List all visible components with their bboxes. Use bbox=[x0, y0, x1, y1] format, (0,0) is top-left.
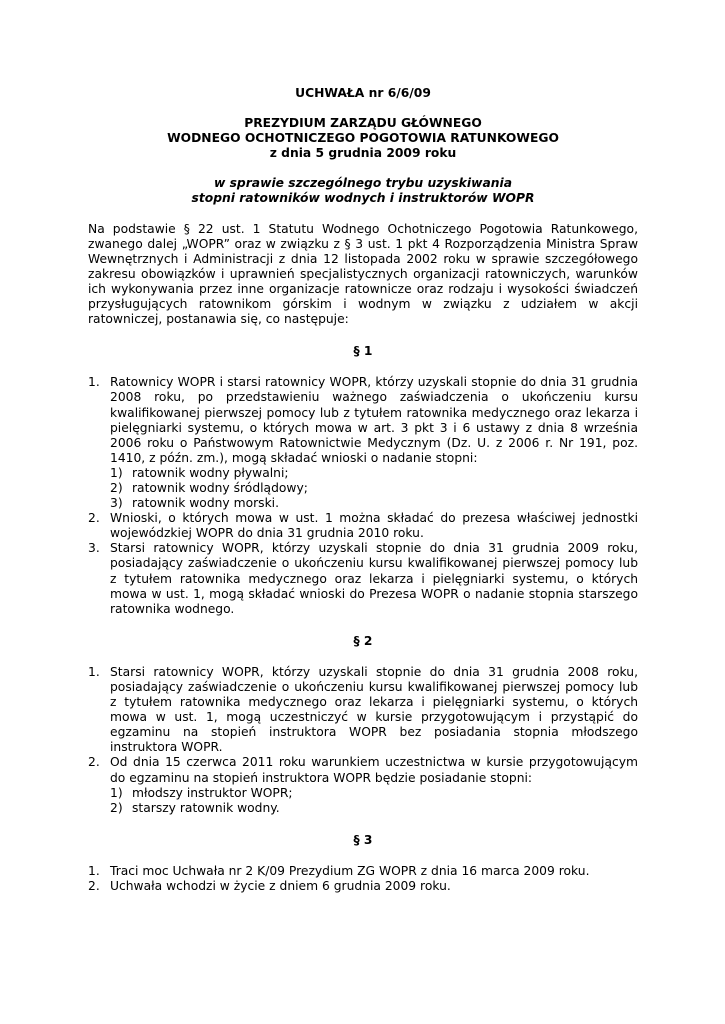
degree-item bbox=[110, 496, 638, 511]
section-3-item-2 bbox=[88, 879, 638, 894]
issuer-line-1: PREZYDIUM ZARZĄDU GŁÓWNEGO bbox=[244, 116, 482, 131]
required-degree-list bbox=[110, 786, 638, 816]
item-text: Traci moc Uchwała nr 2 K/09 Prezydium ZG WOPR z dnia 16 marca 2009 roku. bbox=[110, 863, 590, 878]
sub-item-text: ratownik wodny pływalni; bbox=[132, 465, 289, 480]
section-1-item-2 bbox=[88, 511, 638, 541]
item-number: 2. bbox=[88, 879, 100, 894]
sub-item-number: 1) bbox=[110, 465, 123, 480]
sub-item-text: ratownik wodny morski. bbox=[132, 496, 280, 511]
item-text: Starsi ratownicy WOPR, którzy uzyskali stopnie do dnia 31 grudnia 2009 roku, posiadający zaświadczenie o ukończeniu kursu kwalifikowanej pierwszej pomocy lub z tytułem ratownika medycznego oraz lekarza i pielęgniarki systemu, o których mowa w ust. 1, mogą składać wnioski do Prezesa WOPR o nadanie stopnia starszego ratownika wodnego. bbox=[110, 541, 638, 616]
item-number: 2. bbox=[88, 511, 100, 526]
preamble-paragraph: Na podstawie § 22 ust. 1 Statutu Wodnego Ochotniczego Pogotowia Ratunkowego, zwanego dalej „WOPR” oraz w związku z § 3 ust. 1 pkt 4 Rozporządzenia Ministra Spraw Wewnętrznych i Administracji z dnia 12 listopada 2002 roku w sprawie szczegółowego zakresu obowiązków i uprawnień specjalistycznych organizacji ratowniczych, warunków ich wykonywania przez inne organizacje ratownicze oraz rodzaju i wysokości świadczeń przysługujących ratownikom górskim i wodnym w związku z udziałem w akcji ratowniczej, postanawia się, co następuje: bbox=[88, 221, 638, 327]
section-1-item-3 bbox=[88, 541, 638, 616]
item-number: 2. bbox=[88, 755, 100, 770]
sub-item-number: 2) bbox=[110, 480, 123, 495]
section-2-list bbox=[88, 665, 638, 816]
subject-line-1: w sprawie szczególnego trybu uzyskiwania bbox=[213, 176, 513, 191]
item-number: 1. bbox=[88, 375, 100, 390]
section-2-item-1 bbox=[88, 665, 638, 756]
issuer-line-2: WODNEGO OCHOTNICZEGO POGOTOWIA RATUNKOWEGO bbox=[167, 131, 559, 146]
section-2-item-2 bbox=[88, 755, 638, 815]
item-number: 3. bbox=[88, 541, 100, 556]
resolution-title: UCHWAŁA nr 6/6/09 bbox=[295, 86, 431, 100]
sub-item-number: 3) bbox=[110, 496, 123, 511]
item-text: Uchwała wchodzi w życie z dniem 6 grudnia 2009 roku. bbox=[110, 879, 451, 894]
item-text: Wnioski, o których mowa w ust. 1 można składać do prezesa właściwej jednostki wojewódzkiej WOPR do dnia 31 grudnia 2010 roku. bbox=[110, 511, 638, 541]
degree-item bbox=[110, 801, 638, 816]
sub-item-text: ratownik wodny śródlądowy; bbox=[132, 480, 308, 495]
section-3-list bbox=[88, 864, 638, 894]
degree-list bbox=[110, 466, 638, 511]
item-text: Starsi ratownicy WOPR, którzy uzyskali stopnie do dnia 31 grudnia 2008 roku, posiadający zaświadczenie o ukończeniu kursu kwalifikowanej pierwszej pomocy lub z tytułem ratownika medycznego oraz lekarza i pielęgniarki systemu, o których mowa w ust. 1, mogą uczestniczyć w kursie przygotowującym i przystąpić do egzaminu na stopień instruktora WOPR bez posiadania stopnia młodszego instruktora WOPR. bbox=[110, 664, 638, 755]
item-number: 1. bbox=[88, 863, 100, 878]
sub-item-text: młodszy instruktor WOPR; bbox=[132, 785, 293, 800]
section-3-item-1 bbox=[88, 864, 638, 879]
degree-item bbox=[110, 481, 638, 496]
item-number: 1. bbox=[88, 664, 100, 679]
section-3-heading: § 3 bbox=[353, 832, 373, 847]
section-1-item-1 bbox=[88, 375, 638, 511]
resolution-date: z dnia 5 grudnia 2009 roku bbox=[269, 146, 457, 161]
section-1-heading: § 1 bbox=[353, 344, 373, 359]
issuer-block bbox=[88, 116, 638, 161]
item-text: Ratownicy WOPR i starsi ratownicy WOPR, którzy uzyskali stopnie do dnia 31 grudnia 2008 roku, po przedstawieniu ważnego zaświadczenia o ukończeniu kursu kwalifikowanej pierwszej pomocy lub z tytułem ratownika medycznego oraz lekarza i pielęgniarki systemu, o których mowa w art. 3 pkt 3 i 6 ustawy z dnia 8 września 2006 roku o Państwowym Ratownictwie Medycznym (Dz. U. z 2006 r. Nr 191, poz. 1410, z późn. zm.), mogą składać wnioski o nadanie stopni: bbox=[110, 375, 638, 465]
section-2-heading: § 2 bbox=[353, 633, 373, 648]
item-text: Od dnia 15 czerwca 2011 roku warunkiem uczestnictwa w kursie przygotowującym do egzaminu na stopień instruktora WOPR będzie posiadanie stopni: bbox=[110, 755, 638, 785]
section-1-list bbox=[88, 375, 638, 617]
sub-item-number: 1) bbox=[110, 785, 123, 800]
subject-line-2: stopni ratowników wodnych i instruktorów WOPR bbox=[191, 191, 535, 206]
subject-block bbox=[88, 176, 638, 206]
degree-item bbox=[110, 466, 638, 481]
sub-item-number: 2) bbox=[110, 800, 123, 815]
document-body bbox=[88, 86, 638, 894]
sub-item-text: starszy ratownik wodny. bbox=[132, 800, 280, 815]
degree-item bbox=[110, 786, 638, 801]
